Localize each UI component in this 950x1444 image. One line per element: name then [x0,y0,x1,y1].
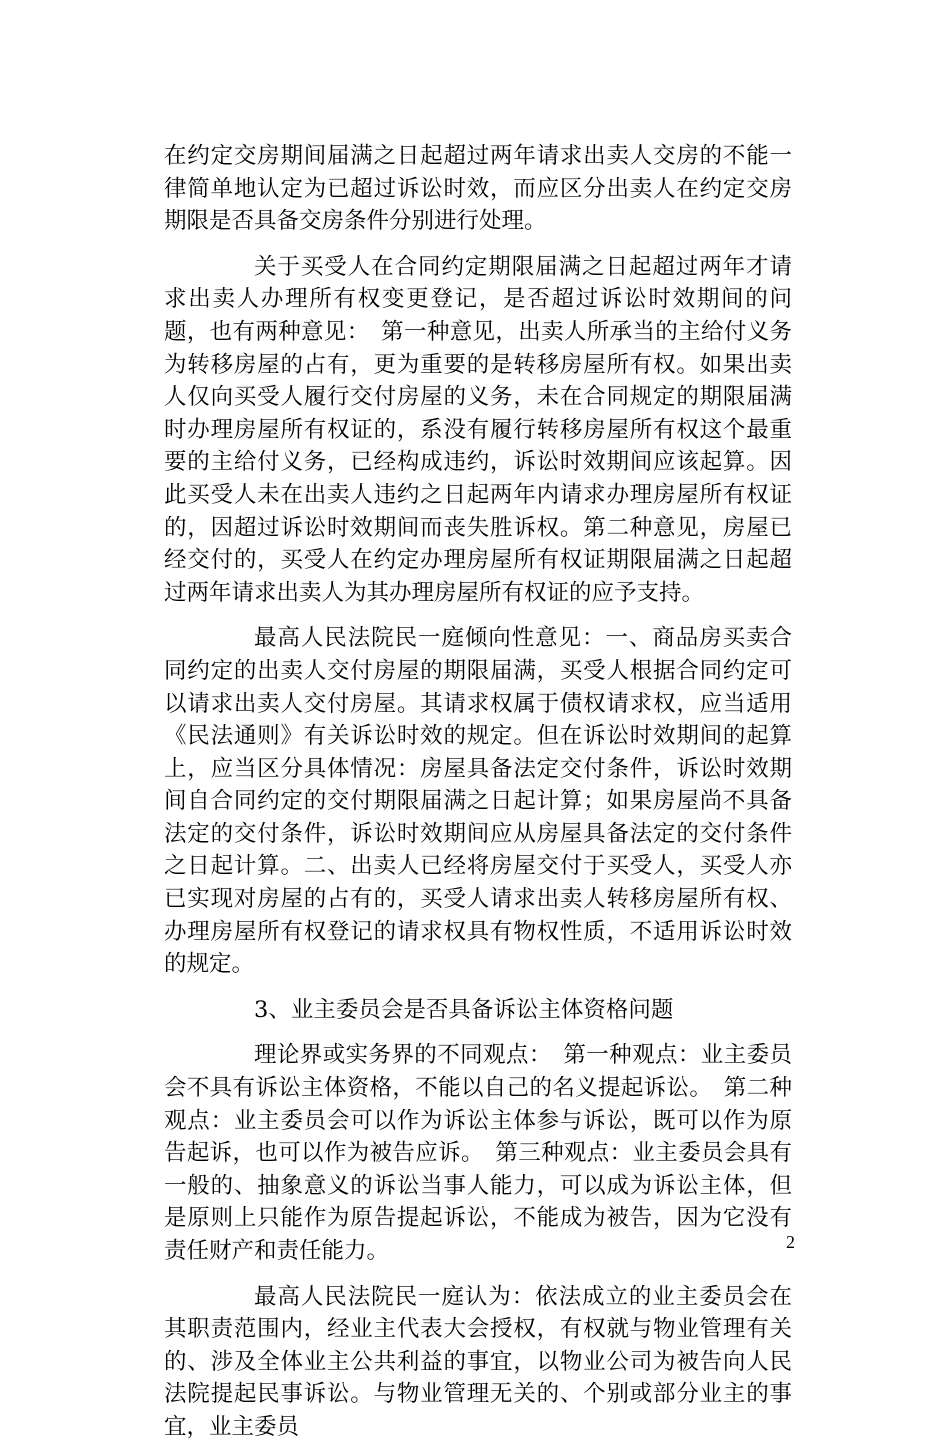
paragraph-continuation: 在约定交房期间届满之日起超过两年请求出卖人交房的不能一律简单地认定为已超过诉讼时效，而应区分出卖人在约定交房期限是否具备交房条件分别进行处理。 [164,143,792,235]
paragraph-court-opinion-2: 最高人民法院民一庭认为：依法成立的业主委员会在其职责范围内，经业主代表大会授权，有权就与物业管理有关的、涉及全体业主公共利益的事宜，以物业公司为被告向人民法院提起民事诉讼。与物业管理无关的、个别或部分业主的事宜，业主委员 [164,1283,792,1440]
paragraph-theoretical-views: 理论界或实务界的不同观点： 第一种观点：业主委员会不具有诉讼主体资格，不能以自己的名义提起诉讼。 第二种观点：业主委员会可以作为诉讼主体参与诉讼，既可以作为原告起诉，也可以作为被告应诉。 第三种观点：业主委员会具有一般的、抽象意义的诉讼当事人能力，可以成为诉讼主体，但是原则上只能作为原告提起诉讼，不能成为被告，因为它没有责任财产和责任能力。 [164,1042,792,1264]
section-heading-owners-committee: 3、业主委员会是否具备诉讼主体资格问题 [254,996,674,1023]
paragraph-court-opinion-1: 最高人民法院民一庭倾向性意见：一、商品房买卖合同约定的出卖人交付房屋的期限届满，买受人根据合同约定可以请求出卖人交付房屋。其请求权属于债权请求权，应当适用《民法通则》有关诉讼时效的规定。但在诉讼时效期间的起算上，应当区分具体情况：房屋具备法定交付条件，诉讼时效期间自合同约定的交付期限届满之日起计算；如果房屋尚不具备法定的交付条件，诉讼时效期间应从房屋具备法定的交付条件之日起计算。二、出卖人已经将房屋交付于买受人，买受人亦已实现对房屋的占有的，买受人请求出卖人转移房屋所有权、办理房屋所有权登记的请求权具有物权性质，不适用诉讼时效的规定。 [164,625,792,978]
paragraph-buyer-registration: 关于买受人在合同约定期限届满之日起超过两年才请求出卖人办理所有权变更登记，是否超过诉讼时效期间的问题，也有两种意见： 第一种意见，出卖人所承当的主给付义务为转移房屋的占有，更为重要的是转移房屋所有权。如果出卖人仅向买受人履行交付房屋的义务，未在合同规定的期限届满时办理房屋所有权证的，系没有履行转移房屋所有权这个最重要的主给付义务，已经构成违约，诉讼时效期间应该起算。因此买受人未在出卖人违约之日起两年内请求办理房屋所有权证的，因超过诉讼时效期间而丧失胜诉权。第二种意见，房屋已经交付的，买受人在约定办理房屋所有权证期限届满之日起超过两年请求出卖人为其办理房屋所有权证的应予支持。 [164,253,792,606]
page-number: 2 [786,1232,795,1252]
document-body [164,140,792,1444]
